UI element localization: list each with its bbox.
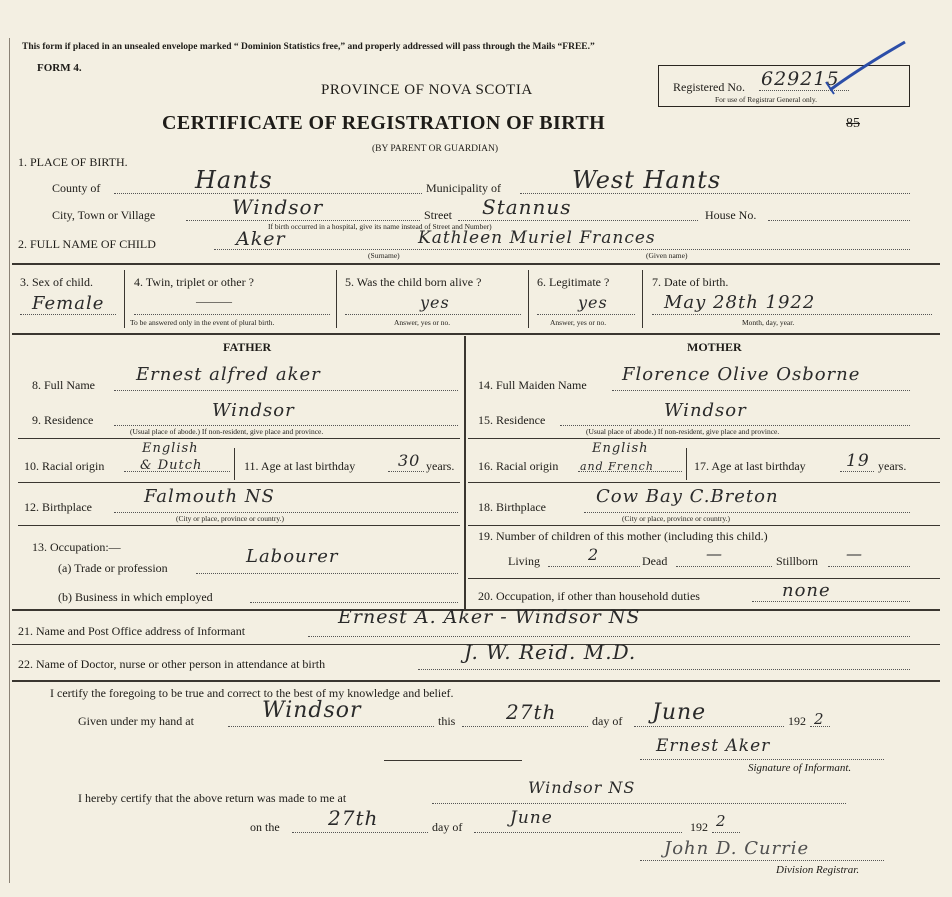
registrar-year-prefix: 192 bbox=[690, 820, 708, 834]
registered-value: 629215 bbox=[761, 68, 840, 90]
mother-residence-note: (Usual place of abode.) If non-resident, give place and province. bbox=[586, 427, 780, 436]
father-name-value: Ernest alfred aker bbox=[136, 364, 321, 385]
registrar-month-value: June bbox=[510, 808, 553, 828]
mother-age-value: 19 bbox=[846, 451, 870, 471]
sex-value: Female bbox=[32, 293, 105, 314]
mother-age-label: 17. Age at last birthday bbox=[694, 459, 806, 473]
house-label: House No. bbox=[705, 208, 757, 222]
surname-caption: (Surname) bbox=[368, 251, 400, 260]
doctor-label: 22. Name of Doctor, nurse or other person in attendance at birth bbox=[18, 657, 326, 671]
certify-year-value: 2 bbox=[814, 710, 825, 728]
municipality-label: Municipality of bbox=[426, 181, 501, 195]
certify-day-value: 27th bbox=[506, 700, 557, 724]
birthdate-label: 7. Date of birth. bbox=[652, 275, 729, 289]
city-value: Windsor bbox=[232, 195, 324, 219]
row3-top-rule bbox=[12, 263, 940, 265]
legitimate-label: 6. Legitimate ? bbox=[537, 275, 610, 289]
father-residence-label: 9. Residence bbox=[32, 413, 94, 427]
mother-name-label: 14. Full Maiden Name bbox=[478, 378, 587, 392]
province-heading: PROVINCE OF NOVA SCOTIA bbox=[321, 82, 533, 98]
mother-birthplace-note: (City or place, province or country.) bbox=[622, 514, 731, 523]
check-mark bbox=[820, 38, 910, 98]
father-heading: FATHER bbox=[223, 340, 272, 354]
father-name-label: 8. Full Name bbox=[32, 378, 95, 392]
registrar-caption: Division Registrar. bbox=[776, 864, 860, 876]
margin-mark: 85 bbox=[846, 116, 860, 131]
sex-label: 3. Sex of child. bbox=[20, 275, 93, 289]
registrar-day-of-label: day of bbox=[432, 820, 463, 834]
birthdate-value: May 28th 1922 bbox=[664, 292, 816, 313]
alive-note: Answer, yes or no. bbox=[394, 318, 451, 327]
stillborn-value: — bbox=[846, 544, 863, 563]
street-value: Stannus bbox=[482, 195, 572, 219]
street-label: Street bbox=[424, 208, 452, 222]
given-caption: (Given name) bbox=[646, 251, 688, 260]
certify-year-prefix: 192 bbox=[788, 714, 806, 728]
doctor-value: J. W. Reid. M.D. bbox=[464, 640, 637, 664]
twin-note: To be answered only in the event of plural birth. bbox=[130, 318, 275, 327]
dead-value: — bbox=[706, 544, 723, 563]
county-label: County of bbox=[52, 181, 101, 195]
informant-signature-caption: Signature of Informant. bbox=[748, 762, 852, 774]
this-label: this bbox=[438, 714, 456, 728]
legitimate-value: yes bbox=[578, 293, 608, 312]
parents-divider bbox=[464, 336, 466, 609]
legitimate-note: Answer, yes or no. bbox=[550, 318, 607, 327]
father-years: years. bbox=[426, 459, 455, 473]
father-racial-value-2: & Dutch bbox=[140, 458, 203, 473]
county-value: Hants bbox=[195, 166, 273, 194]
child-surname: Aker bbox=[236, 228, 286, 250]
child-name-label: 2. FULL NAME OF CHILD bbox=[18, 237, 156, 251]
children-label: 19. Number of children of this mother (including this child.) bbox=[478, 529, 768, 543]
hospital-note: If birth occurred in a hospital, give its name instead of Street and Number) bbox=[268, 222, 492, 231]
father-racial-value-1: English bbox=[142, 441, 199, 456]
father-birthplace-note: (City or place, province or country.) bbox=[176, 514, 285, 523]
trade-value: Labourer bbox=[246, 546, 339, 567]
given-under-label: Given under my hand at bbox=[78, 714, 194, 728]
stillborn-label: Stillborn bbox=[776, 554, 819, 568]
twin-value: ——— bbox=[196, 294, 232, 308]
mother-birthplace-value: Cow Bay C.Breton bbox=[596, 486, 779, 507]
father-birthplace-label: 12. Birthplace bbox=[24, 500, 92, 514]
document-title: CERTIFICATE OF REGISTRATION OF BIRTH bbox=[162, 112, 606, 134]
mother-racial-label: 16. Racial origin bbox=[478, 459, 559, 473]
father-age-value: 30 bbox=[398, 451, 421, 470]
mother-residence-value: Windsor bbox=[664, 400, 747, 421]
place-heading: 1. PLACE OF BIRTH. bbox=[18, 155, 128, 169]
registrar-statement: I hereby certify that the above return was made to me at bbox=[78, 791, 347, 805]
father-age-label: 11. Age at last birthday bbox=[244, 459, 356, 473]
informant-label: 21. Name and Post Office address of Informant bbox=[18, 624, 246, 638]
mother-name-value: Florence Olive Osborne bbox=[622, 364, 861, 385]
child-given-names: Kathleen Muriel Frances bbox=[418, 228, 656, 248]
certify-month-value: June bbox=[652, 700, 707, 725]
business-label: (b) Business in which employed bbox=[58, 590, 213, 604]
mother-birthplace-label: 18. Birthplace bbox=[478, 500, 546, 514]
mother-occupation-label: 20. Occupation, if other than household duties bbox=[478, 589, 700, 603]
registrar-day-value: 27th bbox=[328, 806, 379, 830]
mother-years: years. bbox=[878, 459, 907, 473]
registrar-place-value: Windsor NS bbox=[528, 778, 636, 797]
city-label: City, Town or Village bbox=[52, 208, 156, 222]
informant-signature: Ernest Aker bbox=[656, 736, 771, 756]
certify-statement: I certify the foregoing to be true and correct to the best of my knowledge and belief. bbox=[50, 686, 454, 700]
mother-occupation-value: none bbox=[782, 580, 831, 601]
mother-residence-label: 15. Residence bbox=[478, 413, 546, 427]
mother-racial-value-1: English bbox=[592, 441, 649, 456]
father-residence-value: Windsor bbox=[212, 400, 295, 421]
alive-value: yes bbox=[420, 293, 450, 312]
registrar-use-note: For use of Registrar General only. bbox=[715, 95, 817, 104]
registrar-signature: John D. Currie bbox=[664, 838, 810, 859]
document-subtitle: (BY PARENT OR GUARDIAN) bbox=[372, 144, 499, 154]
form-number: FORM 4. bbox=[37, 62, 82, 74]
living-label: Living bbox=[508, 554, 540, 568]
given-place-value: Windsor bbox=[262, 698, 362, 723]
father-birthplace-value: Falmouth NS bbox=[144, 486, 275, 507]
mail-notice: This form if placed in an unsealed envelope marked “ Dominion Statistics free,” and properly addressed will pass through the Mails “FREE.” bbox=[22, 42, 595, 52]
father-racial-label: 10. Racial origin bbox=[24, 459, 105, 473]
day-of-label: day of bbox=[592, 714, 623, 728]
twin-label: 4. Twin, triplet or other ? bbox=[134, 275, 254, 289]
mother-heading: MOTHER bbox=[687, 340, 742, 354]
living-value: 2 bbox=[588, 545, 600, 564]
municipality-value: West Hants bbox=[572, 166, 722, 194]
dead-label: Dead bbox=[642, 554, 668, 568]
birthdate-note: Month, day, year. bbox=[742, 318, 795, 327]
informant-value: Ernest A. Aker - Windsor NS bbox=[338, 606, 641, 628]
left-margin-rule bbox=[9, 38, 10, 883]
trade-label: (a) Trade or profession bbox=[58, 561, 168, 575]
alive-label: 5. Was the child born alive ? bbox=[345, 275, 482, 289]
row3-bottom-rule bbox=[12, 333, 940, 335]
on-the-label: on the bbox=[250, 820, 280, 834]
father-occupation-label: 13. Occupation:— bbox=[32, 540, 121, 554]
registrar-year-value: 2 bbox=[716, 812, 727, 830]
registered-label: Registered No. bbox=[673, 80, 745, 94]
mother-racial-value-2: and French bbox=[580, 460, 654, 473]
father-residence-note: (Usual place of abode.) If non-resident, give place and province. bbox=[130, 427, 324, 436]
